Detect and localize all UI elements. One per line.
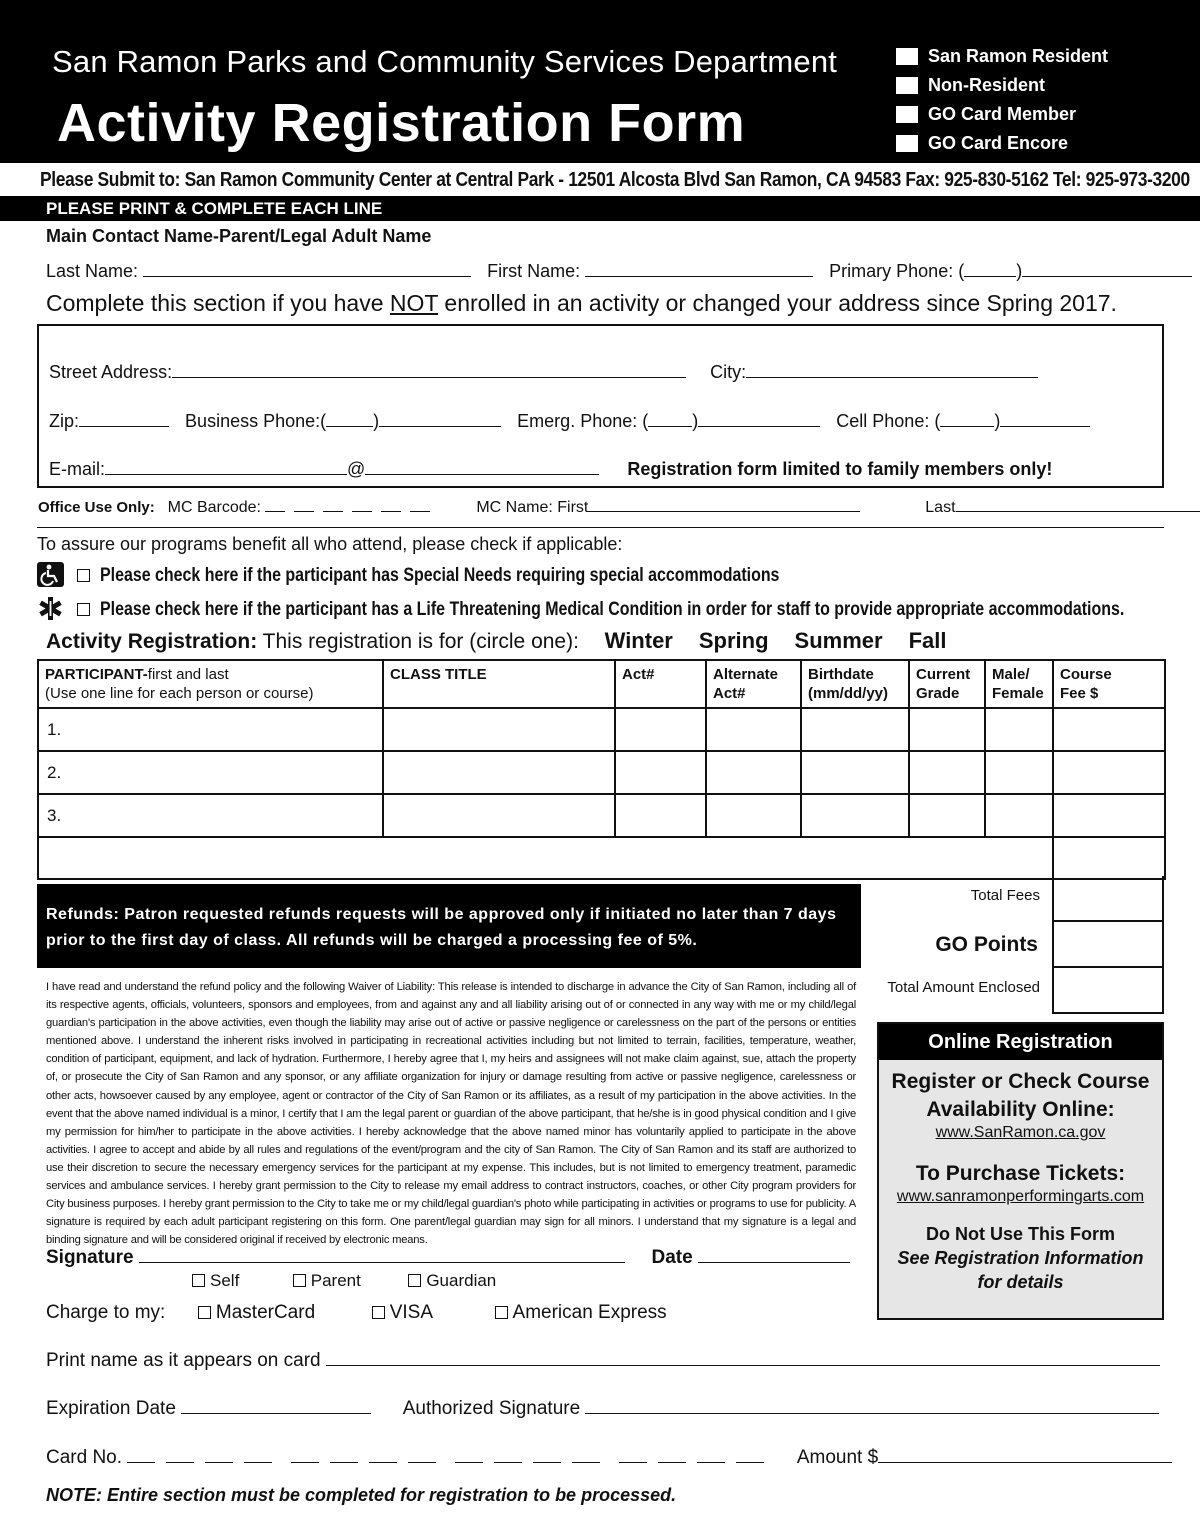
completion-note: NOTE: Entire section must be completed for registration to be processed. (46, 1485, 677, 1505)
address-update-note: Complete this section if you have NOT enrolled in an activity or changed your address since Spring 2017. (46, 290, 1117, 316)
go-card-encore-checkbox[interactable] (896, 135, 918, 152)
mc-barcode-label: MC Barcode: (167, 499, 261, 516)
participant-cell[interactable]: 3. (38, 794, 383, 837)
registration-table (37, 659, 1166, 880)
total-enclosed-label: Total Amount Enclosed (887, 979, 1040, 996)
cell-phone-label: Cell Phone: ( (836, 411, 941, 431)
act-cell[interactable] (615, 751, 706, 794)
signature-row (46, 1247, 850, 1269)
expiration-field[interactable] (181, 1413, 371, 1414)
card-mastercard[interactable]: MasterCard (198, 1302, 315, 1323)
sex-header: Male/ Female (985, 660, 1053, 708)
season-fall[interactable]: Fall (908, 628, 947, 653)
print-name-label: Print name as it appears on card (46, 1350, 321, 1371)
details-note: for details (977, 1272, 1064, 1292)
table-row (38, 708, 1165, 751)
fee-cell[interactable] (1053, 837, 1165, 879)
divider (37, 527, 1164, 528)
main-contact-heading: Main Contact Name-Parent/Legal Adult Name (46, 226, 432, 246)
emerg-phone-label: Emerg. Phone: ( (517, 411, 649, 431)
primary-phone-field[interactable] (1022, 276, 1192, 277)
participant-cell[interactable]: 2. (38, 751, 383, 794)
grade-cell[interactable] (909, 708, 985, 751)
relation-self[interactable]: Self (192, 1271, 239, 1290)
primary-phone-label: Primary Phone: ( (829, 261, 965, 281)
signature-label: Signature (46, 1247, 134, 1268)
class-title-header: CLASS TITLE (383, 660, 615, 708)
go-card-member-checkbox[interactable] (896, 106, 918, 123)
card-number-row (46, 1447, 1172, 1469)
amount-label: Amount $ (796, 1447, 879, 1468)
table-blank-row (38, 837, 1165, 879)
activity-registration-row (46, 628, 973, 654)
business-phone-area-field[interactable] (326, 426, 373, 427)
not-emphasis: NOT (389, 290, 439, 316)
fee-cell[interactable] (1053, 794, 1165, 837)
relation-guardian[interactable]: Guardian (408, 1271, 496, 1290)
grade-cell[interactable] (909, 794, 985, 837)
table-row (38, 751, 1165, 794)
street-city-row (49, 362, 1038, 383)
participant-cell[interactable]: 1. (38, 708, 383, 751)
mc-last-label: Last (925, 499, 956, 516)
option-san-ramon-resident[interactable]: San Ramon Resident (896, 46, 1108, 75)
total-fees-row (862, 876, 1164, 922)
medical-condition-row[interactable]: Please check here if the participant has a Life Threatening Medical Condition in order for staff to provide appropriate accommodations. (37, 596, 1200, 621)
resident-status-options (896, 46, 1108, 162)
season-spring[interactable]: Spring (698, 628, 769, 653)
city-field[interactable] (746, 377, 1038, 378)
card-visa[interactable]: VISA (372, 1302, 432, 1323)
primary-phone-area-field[interactable] (964, 276, 1016, 277)
cell-phone-area-field[interactable] (940, 426, 994, 427)
birthdate-cell[interactable] (801, 794, 909, 837)
authorized-signature-field[interactable] (585, 1413, 1159, 1414)
resident-checkbox[interactable] (896, 48, 918, 65)
special-needs-row[interactable]: Please check here if the participant has Special Needs requiring special accommodations (37, 562, 909, 587)
totals-section (862, 876, 1164, 1014)
card-name-row (46, 1350, 1160, 1372)
card-american-express[interactable]: American Express (495, 1302, 667, 1323)
mc-barcode-field[interactable] (265, 499, 439, 516)
mc-first-name-field[interactable] (588, 511, 860, 512)
birthdate-cell[interactable] (801, 708, 909, 751)
performing-arts-link[interactable]: www.sanramonperformingarts.com (896, 1188, 1145, 1205)
birthdate-header: Birthdate (mm/dd/yy) (801, 660, 909, 708)
email-label: E-mail: (49, 459, 106, 479)
season-winter[interactable]: Winter (604, 628, 673, 653)
office-use-row (38, 499, 1200, 517)
grade-cell[interactable] (909, 751, 985, 794)
refund-policy: Refunds: Patron requested refunds requests will be approved only if initiated no later than 7 days prior to the first day of class. All refunds will be charged a processing fee of 5%. (37, 884, 861, 968)
total-fees-label: Total Fees (970, 887, 1040, 904)
accessibility-icon (37, 562, 64, 587)
blank-cell (38, 837, 1053, 879)
sanramon-link[interactable]: www.SanRamon.ca.gov (935, 1124, 1106, 1141)
medical-star-icon (37, 596, 64, 621)
class-title-cell[interactable] (383, 794, 615, 837)
mc-last-name-field[interactable] (956, 511, 1200, 512)
season-summer[interactable]: Summer (794, 628, 883, 653)
zip-label: Zip: (49, 411, 80, 431)
register-text: Register or Check Course (891, 1070, 1150, 1093)
see-info-note: See Registration Information (897, 1248, 1144, 1268)
activity-registration-label: Activity Registration: (46, 630, 258, 653)
street-address-field[interactable] (172, 377, 686, 378)
date-label: Date (651, 1247, 693, 1268)
office-use-label: Office Use Only: (38, 499, 155, 516)
sex-cell[interactable] (985, 708, 1053, 751)
birthdate-cell[interactable] (801, 751, 909, 794)
authorized-signature-label: Authorized Signature (402, 1398, 581, 1419)
table-row (38, 794, 1165, 837)
act-header: Act# (615, 660, 706, 708)
department-name: San Ramon Parks and Community Services Department (52, 44, 838, 79)
online-registration-panel (877, 1022, 1164, 1320)
first-name-label: First Name: (487, 261, 581, 281)
act-cell[interactable] (615, 794, 706, 837)
form-title: Activity Registration Form (57, 93, 746, 153)
last-name-field[interactable] (143, 276, 471, 277)
availability-text: Availability Online: (926, 1098, 1115, 1121)
submit-address-line: Please Submit to: San Ramon Community Center at Central Park - 12501 Alcosta Blvd San Ramon, CA 94583 Fax: 925-830-5162 Tel: 925-973-3200 (40, 169, 1190, 191)
card-no-label: Card No. (46, 1447, 123, 1468)
card-number-field[interactable] (127, 1447, 775, 1468)
address-section (37, 324, 1164, 488)
medical-condition-checkbox[interactable] (77, 603, 90, 616)
class-title-cell[interactable] (383, 751, 615, 794)
alternate-act-cell[interactable] (706, 708, 801, 751)
cell-phone-field[interactable] (1000, 426, 1090, 427)
mc-name-label: MC Name: (476, 499, 553, 516)
act-cell[interactable] (615, 708, 706, 751)
grade-header: Current Grade (909, 660, 985, 708)
total-enclosed-row (862, 968, 1164, 1014)
fee-cell[interactable] (1053, 751, 1165, 794)
go-points-field[interactable] (1052, 922, 1164, 968)
participant-header: PARTICIPANT-first and last (Use one line for each person or course) (38, 660, 383, 708)
expiration-row (46, 1398, 1159, 1420)
zip-field[interactable] (79, 426, 169, 427)
email-domain-field[interactable] (365, 474, 599, 475)
name-row: Last Name: First Name: Primary Phone: ( ) (46, 261, 1192, 282)
table-header-row (38, 660, 1165, 708)
date-field[interactable] (698, 1262, 850, 1263)
relation-parent[interactable]: Parent (293, 1271, 361, 1290)
signature-field[interactable] (139, 1262, 625, 1263)
sex-cell[interactable] (985, 751, 1053, 794)
signer-relation-row (192, 1271, 496, 1291)
amount-field[interactable] (878, 1462, 1172, 1463)
email-row: E-mail: @ Registration form limited to family members only! (49, 459, 1053, 479)
total-enclosed-field[interactable] (1052, 968, 1164, 1014)
expiration-label: Expiration Date (46, 1398, 176, 1419)
go-points-row (862, 922, 1164, 968)
mc-first-label: First (557, 499, 589, 516)
zip-phones-row: Zip: Business Phone:( ) Emerg. Phone: ( ) Cell Phone: ( ) (49, 411, 1090, 432)
business-phone-label: Business Phone:( (185, 411, 327, 431)
fee-cell[interactable] (1053, 708, 1165, 751)
emerg-phone-area-field[interactable] (648, 426, 692, 427)
do-not-use-note: Do Not Use This Form (925, 1224, 1115, 1244)
tickets-heading: To Purchase Tickets: (915, 1162, 1126, 1185)
sex-cell[interactable] (985, 794, 1053, 837)
assure-statement: To assure our programs benefit all who attend, please check if applicable: (37, 534, 623, 554)
go-points-label: GO Points (935, 933, 1038, 956)
circle-one-note: This registration is for (circle one): (262, 630, 579, 653)
first-name-field[interactable] (585, 276, 813, 277)
print-instruction-bar: PLEASE PRINT & COMPLETE EACH LINE (0, 196, 1200, 221)
charge-to-label: Charge to my: (46, 1302, 166, 1323)
charge-row (46, 1302, 667, 1324)
total-fees-field[interactable] (1052, 876, 1164, 922)
card-name-field[interactable] (326, 1365, 1160, 1366)
alternate-act-cell[interactable] (706, 794, 801, 837)
business-phone-field[interactable] (379, 426, 501, 427)
season-options (605, 630, 973, 653)
emerg-phone-field[interactable] (698, 426, 820, 427)
alternate-act-cell[interactable] (706, 751, 801, 794)
alternate-act-header: Alternate Act# (706, 660, 801, 708)
email-user-field[interactable] (105, 474, 347, 475)
family-members-note: Registration form limited to family members only! (627, 459, 1053, 479)
option-go-card-encore[interactable]: GO Card Encore (896, 133, 1108, 162)
waiver-of-liability: I have read and understand the refund policy and the following Waiver of Liability: This release is intended to discharge in advance the City of San Ramon, including all of its respective agents, officials, volunteers, sponsors and employees, from and against any and all liability arising out of or connected in any way with me or my child/legal guardian's participation in the above activities, even though the liability may arise out of active or passive negligence or carelessness on the part of the persons or entities mentioned above. I understand the inherent risks involved in participating in recreational activities including but not limited to terrain, facilities, temperature, weather, condition of participant, equipment, and lack of hydration. Furthermore, I hereby agree that I, my heirs and assignees will not make claim against, sue, attach the property of, or prosecute the City of San Ramon and any sponsor, or any affiliate organization for injury or damage resulting from active or passive negligence, carelessness or other acts, howsoever caused by any employee, agent or contractor of the City of San Ramon or its affiliates, as a result of my participation in the above activities. In the event that the above named individual is a minor, I certify that I am the legal parent or guardian of the above participant, that he/she is in good physical condition and I give my permission for him/her to participate in the above activities. I hereby acknowledge that the above named minor has voluntarily applied to participate in the above activities. I agree to accept and abide by all rules and regulations of the event/program and the city of San Ramon. The City of San Ramon and its staff are authorized to use their discretion to secure the necessary emergency services for the participant at my expense. This includes, but is not limited to emergency treatment, paramedic services and ambulance services. I hereby grant permission to the City to release my email address to contract instructors, coaches, or other City program providers for City business purposes. I hereby grant permission to the City to take me or my child/legal guardian's photo while participating in activities or programs to use for publicity. A signature is required by each adult participant registering on this form. One parent/legal guardian may sign for all minors. I understand that my signature is a legal and binding signature and will be considered original if received by electronic means. (46, 981, 856, 1247)
online-registration-heading: Online Registration (879, 1024, 1162, 1060)
special-needs-checkbox[interactable] (77, 569, 90, 582)
course-fee-header: Course Fee $ (1053, 660, 1165, 708)
class-title-cell[interactable] (383, 708, 615, 751)
city-label: City: (710, 362, 747, 382)
option-go-card-member[interactable]: GO Card Member (896, 104, 1108, 133)
option-non-resident[interactable]: Non-Resident (896, 75, 1108, 104)
last-name-label: Last Name: (46, 261, 139, 281)
non-resident-checkbox[interactable] (896, 77, 918, 94)
street-label: Street Address: (49, 362, 173, 382)
